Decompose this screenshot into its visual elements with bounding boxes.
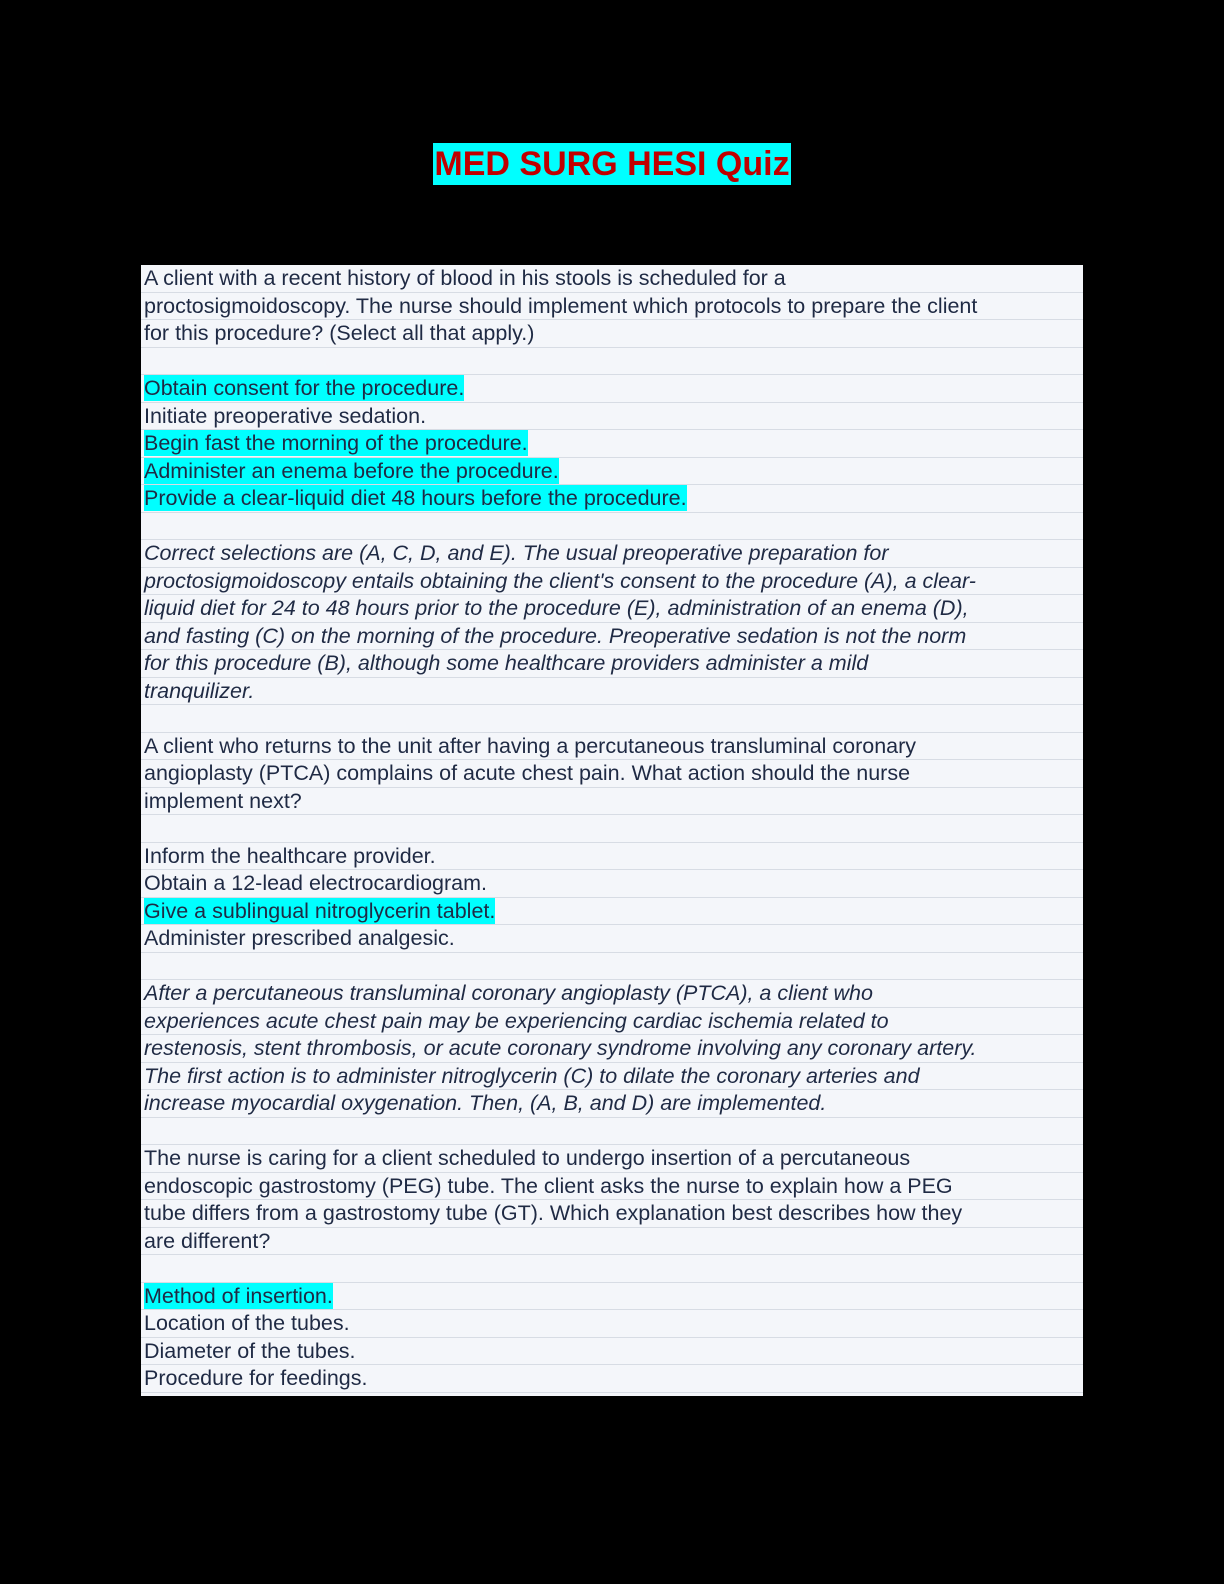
text-row [141,485,1083,513]
rationale-text: for this procedure (B), although some healthcare providers administer a mild [144,651,869,675]
text-row [141,925,1083,953]
text-row [141,898,1083,926]
rationale-text: proctosigmoidoscopy entails obtaining the client's consent to the procedure (A), a clear- [144,568,976,593]
rationale-text: liquid diet for 24 to 48 hours prior to the procedure (E), administration of an enema (D), [144,596,969,620]
blank-row [141,1118,1083,1146]
text-row [141,1365,1083,1393]
line-text: Diameter of the tubes. [144,1338,356,1363]
line-text: Procedure for feedings. [144,1366,368,1390]
text-row [141,760,1083,788]
text-row [141,430,1083,458]
line-text: angioplasty (PTCA) complains of acute chest pain. What action should the nurse [144,761,911,785]
line-text: Obtain a 12-lead electrocardiogram. [144,871,487,895]
text-row [141,650,1083,678]
line-text: A client who returns to the unit after having a percutaneous transluminal coronary [144,733,917,758]
text-row [141,540,1083,568]
text-row [141,265,1083,293]
text-row [141,1228,1083,1256]
text-row [141,375,1083,403]
rationale-text: tranquilizer. [144,678,255,703]
blank-row [141,1255,1083,1283]
text-row [141,980,1083,1008]
highlighted-answer: Administer an enema before the procedure. [144,458,559,483]
highlighted-answer: Provide a clear-liquid diet 48 hours before the procedure. [144,486,687,510]
text-row [141,1008,1083,1036]
text-row [141,1200,1083,1228]
highlighted-answer: Give a sublingual nitroglycerin tablet. [144,898,496,923]
text-row [141,843,1083,871]
line-text: Initiate preoperative sedation. [144,403,427,428]
text-row [141,1338,1083,1366]
rationale-text: experiences acute chest pain may be experiencing cardiac ischemia related to [144,1008,889,1033]
highlighted-answer: Begin fast the morning of the procedure. [144,431,528,455]
blank-row [141,513,1083,541]
text-row [141,595,1083,623]
highlighted-answer: Method of insertion. [144,1283,333,1308]
line-text: Inform the healthcare provider. [144,843,436,868]
line-text: The nurse is caring for a client scheduled to undergo insertion of a percutaneous [144,1146,911,1170]
text-row [141,568,1083,596]
line-text: Administer prescribed analgesic. [144,926,455,950]
text-row [141,320,1083,348]
text-row [141,1283,1083,1311]
text-row [141,1145,1083,1173]
text-row [141,733,1083,761]
blank-row [141,953,1083,981]
rationale-text: increase myocardial oxygenation. Then, (A, B, and D) are implemented. [144,1091,827,1115]
line-text: tube differs from a gastrostomy tube (GT). Which explanation best describes how they [144,1201,963,1225]
text-row [141,1063,1083,1091]
text-row [141,293,1083,321]
text-row [141,1173,1083,1201]
highlighted-answer: Obtain consent for the procedure. [144,376,465,400]
rationale-text: and fasting (C) on the morning of the procedure. Preoperative sedation is not the norm [144,623,967,648]
text-row [141,1035,1083,1063]
line-text: are different? [144,1228,271,1253]
quiz-sheet [141,265,1083,1396]
line-text: implement next? [144,788,302,813]
text-row [141,1090,1083,1118]
page-title: MED SURG HESI Quiz [434,145,790,183]
rationale-text: The first action is to administer nitroglycerin (C) to dilate the coronary arteries and [144,1063,920,1088]
line-text: Location of the tubes. [144,1311,350,1335]
text-row [141,870,1083,898]
text-row [141,788,1083,816]
text-row [141,403,1083,431]
title-container [0,143,1224,185]
blank-row [141,348,1083,376]
rationale-text: After a percutaneous transluminal coronary angioplasty (PTCA), a client who [144,981,873,1005]
rationale-text: Correct selections are (A, C, D, and E). The usual preoperative preparation for [144,541,889,565]
line-text: A client with a recent history of blood in his stools is scheduled for a [144,266,786,290]
line-text: for this procedure? (Select all that apply.) [144,321,535,345]
text-row [141,678,1083,706]
text-row [141,1310,1083,1338]
blank-row [141,705,1083,733]
line-text: endoscopic gastrostomy (PEG) tube. The client asks the nurse to explain how a PEG [144,1173,953,1198]
text-row [141,458,1083,486]
line-text: proctosigmoidoscopy. The nurse should implement which protocols to prepare the client [144,293,978,318]
rationale-text: restenosis, stent thrombosis, or acute coronary syndrome involving any coronary artery. [144,1036,977,1060]
text-row [141,623,1083,651]
blank-row [141,815,1083,843]
